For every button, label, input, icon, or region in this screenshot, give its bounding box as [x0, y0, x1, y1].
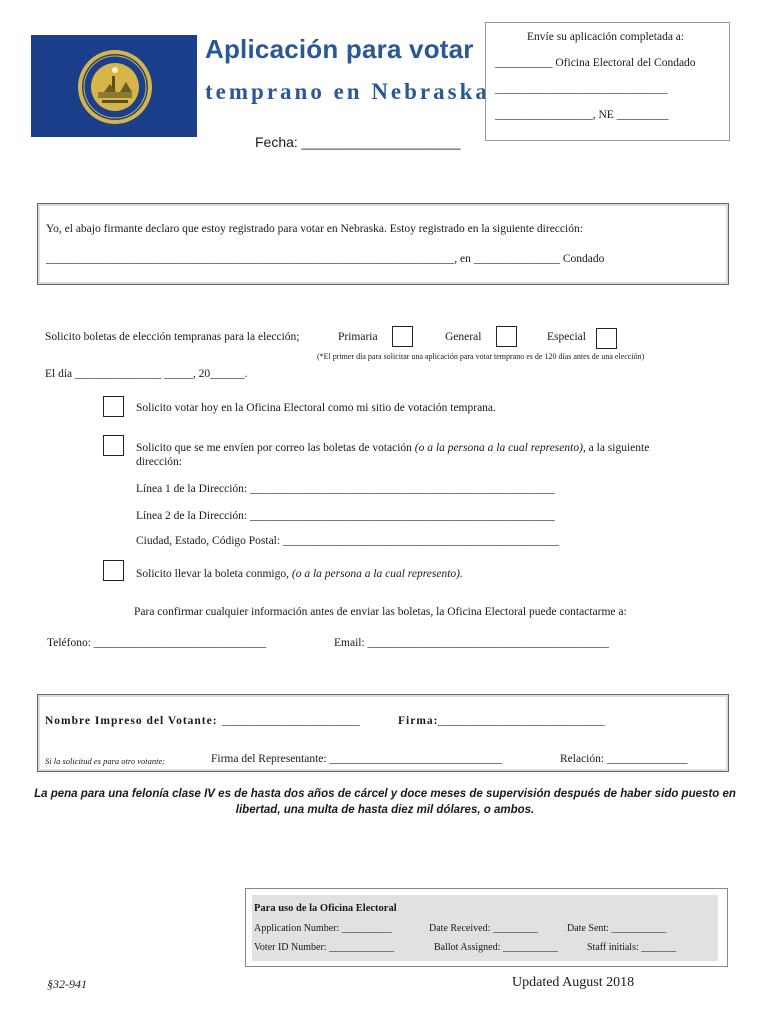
phone-field[interactable]: Teléfono: ______________________________ [47, 637, 267, 649]
vote-at-office-text: Solicito votar hoy en la Oficina Electoral como mi sitio de votación temprana. [136, 402, 496, 414]
staff-initials-field[interactable]: Staff initials: _______ [587, 942, 677, 953]
date-received-field[interactable]: Date Received: _________ [429, 923, 538, 934]
contact-text: Para confirmar cualquier información antes de enviar las boletas, la Oficina Electoral puede contactarme a: [134, 606, 627, 618]
send-to-city-line[interactable]: _________________, NE _________ [495, 109, 669, 121]
take-ballot-text-a: Solicito llevar la boleta conmigo, [136, 568, 292, 580]
statute-reference: §32-941 [47, 977, 87, 991]
option-especial-label: Especial [547, 331, 586, 343]
form-subtitle: temprano en Nebraska [205, 79, 490, 104]
option-general-label: General [445, 331, 482, 343]
send-to-box [485, 22, 730, 141]
send-to-address-line[interactable]: ______________________________ [495, 83, 668, 95]
especial-checkbox[interactable] [596, 328, 617, 349]
voter-id-field[interactable]: Voter ID Number: _____________ [254, 942, 395, 953]
take-ballot-text-italic: (o a la persona a la cual represento). [291, 568, 463, 580]
mail-ballot-text-c: dirección: [136, 456, 182, 468]
send-to-office-line[interactable]: __________ Oficina Electoral del Condado [495, 57, 696, 69]
penalty-line-2: libertad, una multa de hasta diez mil dólares, o ambos. [235, 804, 535, 816]
application-number-field[interactable]: Application Number: __________ [254, 923, 392, 934]
election-note: (*El primer día para solicitar una aplicación para votar temprano es de 120 días antes de una elección) [317, 352, 645, 361]
signature-blank[interactable]: _____________________________ [438, 715, 605, 727]
mail-ballot-text-a: Solicito que se me envíen por correo las boletas de votación [136, 442, 415, 454]
representative-note: Si la solicitud es para otro votante: [45, 756, 166, 766]
take-ballot-text [136, 568, 463, 580]
registration-address-line[interactable]: _______________________________________________________________________, en _______________ Condado [46, 253, 605, 265]
email-field[interactable]: Email: __________________________________________ [334, 637, 610, 649]
primaria-checkbox[interactable] [392, 326, 413, 347]
mail-ballot-checkbox[interactable] [103, 435, 124, 456]
updated-date: Updated August 2018 [512, 975, 635, 990]
relationship-field[interactable]: Relación: ______________ [560, 753, 688, 765]
signature-box [37, 694, 729, 772]
mail-ballot-text-italic: (o a la persona a la cual represento), [414, 442, 586, 454]
mail-ballot-text [136, 442, 649, 454]
date-field[interactable] [255, 134, 460, 150]
signature-label: Firma: [398, 715, 439, 727]
ballot-assigned-field[interactable]: Ballot Assigned: ___________ [434, 942, 558, 953]
date-label: Fecha: [255, 134, 298, 150]
office-use-box [245, 888, 728, 967]
office-use-panel [252, 895, 718, 961]
form-title: Aplicación para votar [205, 34, 474, 64]
declaration-text: Yo, el abajo firmante declaro que estoy registrado para votar en Nebraska. Estoy registrado en la siguiente dirección: [46, 223, 583, 235]
city-state-zip-line[interactable]: Ciudad, Estado, Código Postal: ________________________________________________ [136, 535, 559, 547]
election-label: Solicito boletas de elección tempranas para la elección; [45, 331, 300, 343]
date-line[interactable]: El día _______________ _____, 20______. [45, 368, 248, 380]
address-line-2[interactable]: Línea 2 de la Dirección: _____________________________________________________ [136, 510, 555, 522]
nebraska-flag [31, 35, 197, 137]
mail-ballot-text-b: a la siguiente [585, 442, 650, 454]
vote-at-office-checkbox[interactable] [103, 396, 124, 417]
printed-name-label: Nombre Impreso del Votante: [45, 715, 218, 727]
printed-name-blank[interactable]: ________________________ [222, 715, 360, 727]
declaration-box [37, 203, 729, 285]
penalty-notice [0, 786, 770, 818]
date-sent-field[interactable]: Date Sent: ___________ [567, 923, 667, 934]
send-to-heading: Envíe su aplicación completada a: [527, 31, 685, 43]
address-line-1[interactable]: Línea 1 de la Dirección: _____________________________________________________ [136, 483, 555, 495]
take-ballot-checkbox[interactable] [103, 560, 124, 581]
state-seal-icon [76, 48, 154, 126]
representative-signature[interactable]: Firma del Representante: ______________________________ [211, 753, 502, 765]
penalty-line-1: La pena para una felonía clase IV es de hasta dos años de cárcel y doce meses de supervisión después de haber sido puesto en [34, 788, 736, 800]
office-use-heading: Para uso de la Oficina Electoral [254, 903, 397, 914]
option-primaria-label: Primaria [338, 331, 378, 343]
date-blank: ______________________ [297, 135, 461, 150]
general-checkbox[interactable] [496, 326, 517, 347]
